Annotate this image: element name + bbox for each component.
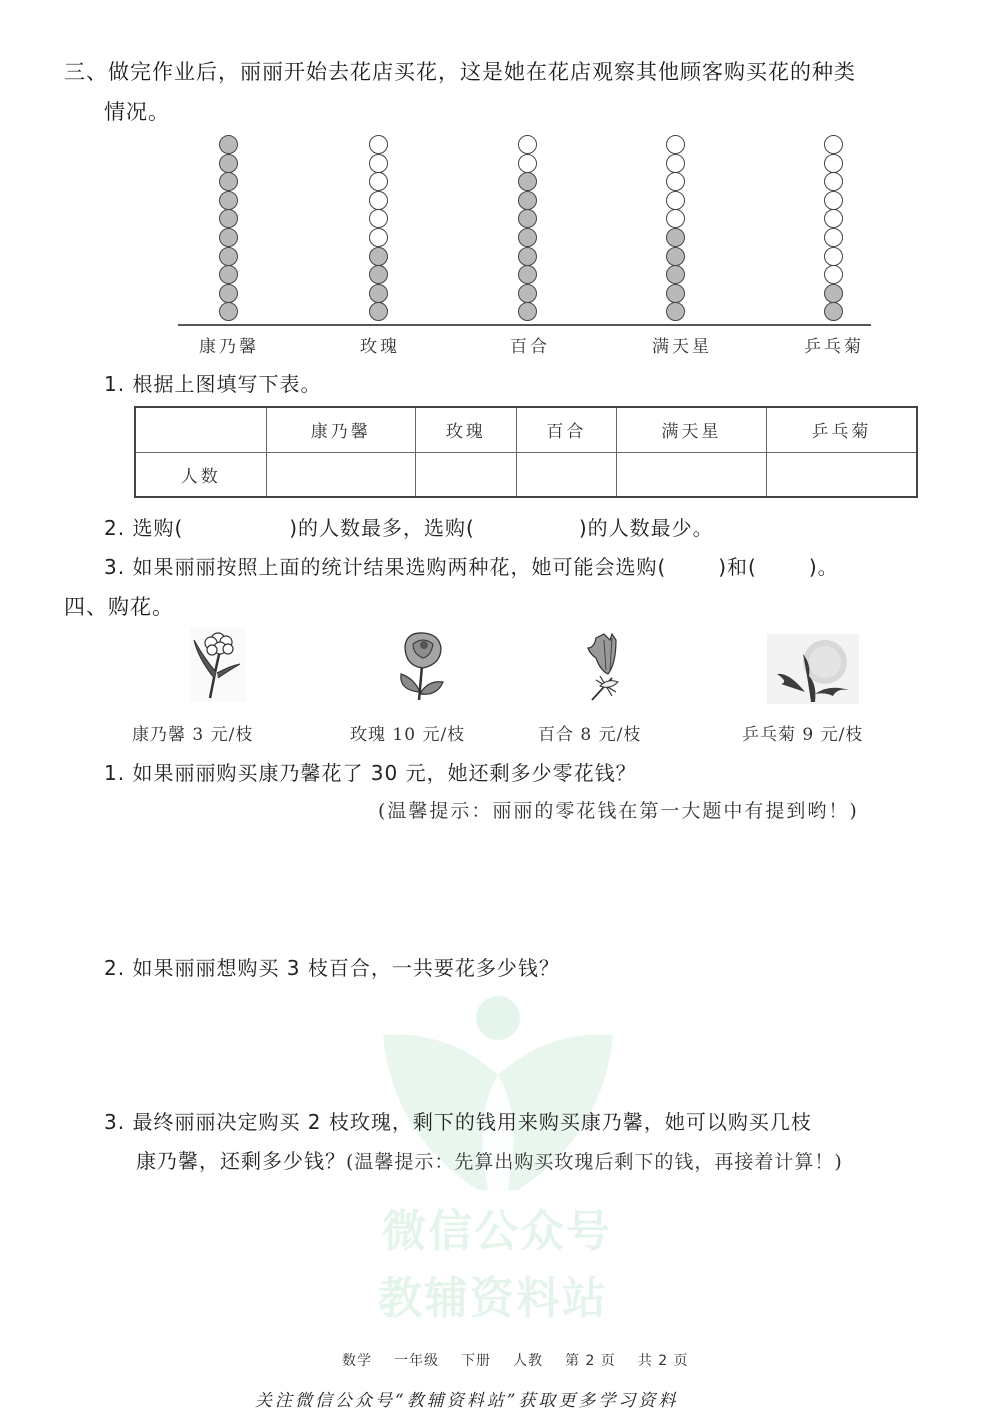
lily-image [582,630,624,702]
bead-empty [369,172,388,191]
bead-filled [219,191,238,210]
bead-empty [824,154,843,173]
answer-cell-rose[interactable] [416,452,517,497]
bead-empty [666,209,685,228]
bead-filled [518,209,537,228]
bead-filled [518,302,537,321]
bead-filled [666,265,685,284]
bead-empty [369,228,388,247]
answer-cell-lily[interactable] [516,452,617,497]
footer-page: 第 2 页 [565,1353,616,1369]
bead-empty [369,191,388,210]
page-footer [342,1350,689,1370]
q3-3-part3: )。 [808,555,839,579]
pompon-chrysanthemum-image [767,634,859,704]
bead-empty [666,135,685,154]
bead-empty [824,265,843,284]
q4-1-answer-area[interactable] [104,830,944,940]
bead-empty [824,228,843,247]
table-header-cell: 百合 [516,407,617,452]
footer-grade: 一年级 [394,1353,439,1369]
bead-filled [219,228,238,247]
bead-filled [666,247,685,266]
section3-heading-line2: 情况。 [104,100,170,124]
q4-3-answer-area[interactable] [104,1180,944,1330]
q3-2-part1: 2. 选购( [104,516,184,540]
bead-filled [824,302,843,321]
bead-empty [518,135,537,154]
bead-filled [518,191,537,210]
bead-filled [666,228,685,247]
q3-3-part2: )和( [718,555,757,579]
bead-empty [369,154,388,173]
footer-subject: 数学 [342,1353,372,1369]
q3-3 [104,551,839,580]
footnote-promo: 关注微信公众号“教辅资料站”获取更多学习资料 [255,1391,679,1411]
chart-label-lily: 百合 [510,337,550,357]
table-header-cell: 满天星 [617,407,767,452]
bead-filled [824,284,843,303]
table-row [135,452,917,497]
q4-3-line2-main: 康乃馨，还剩多少钱？ [136,1149,346,1173]
table-header-cell: 玫瑰 [416,407,517,452]
bead-filled [369,302,388,321]
watermark-text-line1: 微信公众号 [382,1206,612,1257]
answer-cell-gypsophila[interactable] [617,452,767,497]
rose-image [397,630,447,702]
table-row-label: 人数 [135,452,266,497]
chart-baseline [178,324,871,326]
bead-filled [219,247,238,266]
table-header-cell-empty [135,407,266,452]
table-header-row [135,407,917,452]
q4-3-line2 [136,1145,843,1174]
q3-2 [104,512,714,541]
table-header-cell: 乒乓菊 [766,407,917,452]
bead-filled [369,265,388,284]
bead-empty [824,247,843,266]
bead-empty [666,191,685,210]
bead-empty [666,172,685,191]
bead-filled [518,265,537,284]
bead-filled [219,209,238,228]
bead-filled [219,284,238,303]
chart-label-rose: 玫瑰 [360,337,400,357]
bead-empty [824,191,843,210]
tally-table [134,406,918,498]
bead-empty [824,172,843,191]
q3-2-part3: )的人数最少。 [578,516,714,540]
bead-filled [518,247,537,266]
price-label-rose: 玫瑰 10 元/枝 [350,725,466,745]
bead-empty [666,154,685,173]
bead-filled [369,284,388,303]
bead-empty [824,135,843,154]
chart-label-pompon: 乒乓菊 [804,337,864,357]
bead-filled [518,172,537,191]
watermark-text-line2: 教辅资料站 [378,1273,608,1324]
bead-filled [219,265,238,284]
q4-3-line1: 3. 最终丽丽决定购买 2 枝玫瑰，剩下的钱用来购买康乃馨，她可以购买几枝 [104,1110,812,1134]
bead-filled [666,284,685,303]
bead-empty [369,135,388,154]
carnation-image [190,628,246,702]
bead-filled [219,302,238,321]
bead-chart [0,0,1000,360]
bead-filled [219,135,238,154]
bead-filled [518,284,537,303]
section3-heading-line1: 三、做完作业后，丽丽开始去花店买花，这是她在花店观察其他顾客购买花的种类 [64,60,856,84]
bead-empty [369,209,388,228]
q4-2-text: 2. 如果丽丽想购买 3 枝百合，一共要花多少钱？ [104,956,560,980]
q4-1-text: 1. 如果丽丽购买康乃馨花了 30 元，她还剩多少零花钱？ [104,761,637,785]
bead-empty [518,154,537,173]
q4-3-hint: (温馨提示：先算出购买玫瑰后剩下的钱，再接着计算！) [346,1151,843,1173]
footer-volume: 下册 [461,1353,491,1369]
chart-label-carnation: 康乃馨 [199,337,259,357]
q3-1-text: 1. 根据上图填写下表。 [104,372,322,396]
footer-total: 共 2 页 [637,1353,689,1369]
bead-filled [666,302,685,321]
bead-filled [369,247,388,266]
price-label-lily: 百合 8 元/枝 [538,725,642,745]
q3-2-part2: )的人数最多，选购( [289,516,475,540]
price-label-carnation: 康乃馨 3 元/枝 [132,725,254,745]
bead-filled [518,228,537,247]
footer-edition: 人教 [513,1353,543,1369]
section4-heading: 四、购花。 [64,595,174,619]
q4-2-answer-area[interactable] [104,990,944,1090]
q3-3-part1: 3. 如果丽丽按照上面的统计结果选购两种花，她可能会选购( [104,555,667,579]
q4-1-hint: (温馨提示：丽丽的零花钱在第一大题中有提到哟！) [378,800,859,822]
bead-empty [824,209,843,228]
bead-filled [219,154,238,173]
table-header-cell: 康乃馨 [266,407,416,452]
price-label-pompon: 乒乓菊 9 元/枝 [742,725,864,745]
chart-label-gypsophila: 满天星 [652,337,712,357]
answer-cell-pompon[interactable] [766,452,917,497]
bead-filled [219,172,238,191]
answer-cell-carnation[interactable] [266,452,416,497]
